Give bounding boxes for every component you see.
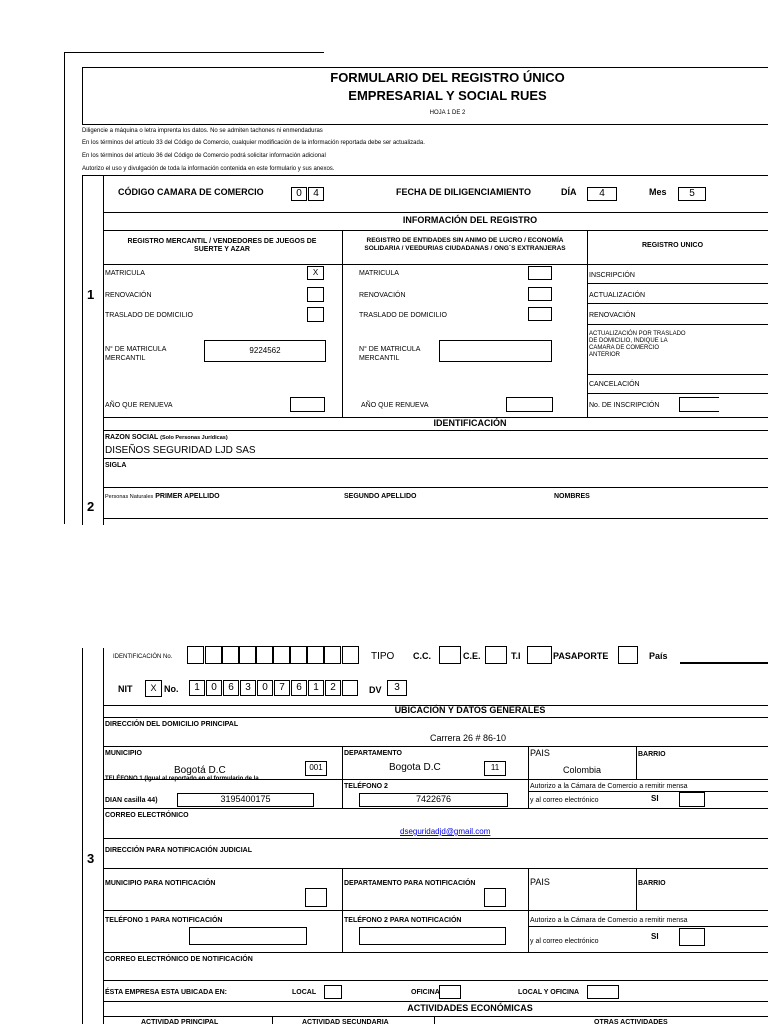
col1-renovacion-label: RENOVACIÓN bbox=[105, 292, 152, 299]
section2-title: IDENTIFICACIÓN bbox=[433, 418, 507, 428]
col2-num-label-1: N° DE MATRICULA bbox=[359, 346, 421, 353]
nit-digit-4[interactable]: 3 bbox=[240, 680, 256, 696]
section4-title: ACTIVIDADES ECONÓMICAS bbox=[407, 1003, 533, 1013]
nit-digit-7[interactable]: 6 bbox=[291, 680, 307, 696]
section2-number: 2 bbox=[87, 499, 95, 514]
actividad-divider-2 bbox=[434, 1016, 435, 1024]
oficina-checkbox[interactable] bbox=[439, 985, 461, 999]
col1-num-label-2: MERCANTIL bbox=[105, 355, 146, 362]
col2-anio-field[interactable] bbox=[506, 397, 553, 412]
section1-title: INFORMACIÓN DEL REGISTRO bbox=[402, 215, 538, 225]
frame-left-line bbox=[64, 52, 65, 524]
ce-checkbox[interactable] bbox=[485, 646, 507, 664]
section3-title: UBICACIÓN Y DATOS GENERALES bbox=[394, 705, 546, 715]
chamber-code-label: CÓDIGO CAMARA DE COMERCIO bbox=[118, 187, 264, 197]
nit-label: NIT bbox=[118, 684, 133, 694]
autorizo-text-1: Autorizo a la Cámara de Comercio a remitir mensa bbox=[530, 783, 688, 790]
nit-checkbox[interactable]: X bbox=[145, 680, 162, 697]
instruction-2: En los términos del artículo 33 del Código de Comercio, cualquier modificación de la información reportada debe ser actualizada. bbox=[82, 140, 425, 146]
ubicada-bottom-line bbox=[103, 1001, 768, 1002]
col3-inscripcion-label: INSCRIPCIÓN bbox=[589, 272, 635, 279]
nit-digit-2[interactable]: 0 bbox=[206, 680, 222, 696]
col1-renovacion-checkbox[interactable] bbox=[307, 287, 324, 302]
ti-label: T.I bbox=[511, 651, 521, 661]
dir-notif-bottom-line bbox=[103, 868, 768, 869]
dir-notif-label: DIRECCIÓN PARA NOTIFICACIÓN JUDICIAL bbox=[105, 847, 252, 854]
instructions-bottom-line bbox=[82, 175, 768, 176]
col1-matricula-number-field[interactable]: 9224562 bbox=[204, 340, 326, 362]
col1-header-line1: REGISTRO MERCANTIL / VENDEDORES DE JUEGOS DE bbox=[127, 238, 317, 245]
col3-cancelacion-label: CANCELACIÓN bbox=[589, 381, 640, 388]
nit-digit-5[interactable]: 0 bbox=[257, 680, 273, 696]
col2-matricula-label: MATRICULA bbox=[359, 270, 399, 277]
col3-header: REGISTRO UNICO bbox=[642, 242, 704, 249]
departamento-value[interactable]: Bogota D.C bbox=[389, 762, 441, 773]
col1-traslado-checkbox[interactable] bbox=[307, 307, 324, 322]
razon-social-label-text: RAZON SOCIAL bbox=[105, 434, 159, 441]
instruction-1: Diligencie a máquina o letra imprenta los datos. No se admiten tachones ni enmendaduras bbox=[82, 128, 323, 134]
col3-row-line-1 bbox=[587, 283, 768, 284]
id-digit-box[interactable] bbox=[324, 646, 341, 664]
col1-header-line2: SUERTE Y AZAR bbox=[194, 246, 250, 253]
col1-matricula-checkbox[interactable]: X bbox=[307, 266, 324, 280]
col1-anio-field[interactable] bbox=[290, 397, 325, 412]
no-label: No. bbox=[164, 684, 179, 694]
col3-renovacion-label: RENOVACIÓN bbox=[589, 312, 636, 319]
municipio-divider bbox=[342, 746, 343, 808]
nit-digit-9[interactable]: 2 bbox=[325, 680, 341, 696]
frame-top-line bbox=[64, 52, 324, 53]
chamber-digit-2[interactable]: 4 bbox=[308, 187, 324, 201]
chamber-digit-1[interactable]: 0 bbox=[291, 187, 307, 201]
dian-label: DIAN casilla 44) bbox=[105, 797, 158, 804]
id-digit-box[interactable] bbox=[290, 646, 307, 664]
id-digit-box[interactable] bbox=[239, 646, 256, 664]
razon-social-note: (Solo Personas Jurídicas) bbox=[160, 435, 228, 441]
nit-digit-6[interactable]: 7 bbox=[274, 680, 290, 696]
col3-inscripcion-no-field[interactable] bbox=[679, 397, 719, 412]
municipio-label: MUNICIPIO bbox=[105, 750, 142, 757]
dep-notif-code-field[interactable] bbox=[484, 888, 506, 907]
col1-anio-label: AÑO QUE RENUEVA bbox=[105, 402, 173, 409]
nit-digit-8[interactable]: 1 bbox=[308, 680, 324, 696]
mun-notif-label: MUNICIPIO PARA NOTIFICACIÓN bbox=[105, 880, 216, 887]
form-title-line2: EMPRESARIAL Y SOCIAL RUES bbox=[348, 88, 547, 103]
local-oficina-checkbox[interactable] bbox=[587, 985, 619, 999]
day-field[interactable]: 4 bbox=[587, 187, 617, 201]
personas-naturales-label: Personas Naturales bbox=[105, 494, 154, 500]
dv-label: DV bbox=[369, 685, 382, 695]
nit-digit-3[interactable]: 6 bbox=[223, 680, 239, 696]
ti-checkbox[interactable] bbox=[527, 646, 552, 664]
id-digit-box[interactable] bbox=[307, 646, 324, 664]
si-label: SI bbox=[651, 794, 659, 803]
departamento-code-field[interactable]: 11 bbox=[484, 761, 506, 776]
razon-social-bottom-line bbox=[103, 458, 768, 459]
id-digit-box[interactable] bbox=[205, 646, 222, 664]
autorizo-notif-text-2: y al correo electrónico bbox=[530, 938, 599, 945]
id-digit-box[interactable] bbox=[222, 646, 239, 664]
col3-traslado-label-2: DE DOMICILIO, INDIQUE LA bbox=[589, 338, 668, 344]
id-digit-box[interactable] bbox=[273, 646, 290, 664]
col3-inscripcion-no-label: No. DE INSCRIPCIÓN bbox=[589, 402, 660, 409]
header-top-line bbox=[82, 67, 768, 68]
segundo-apellido-label: SEGUNDO APELLIDO bbox=[344, 493, 417, 500]
otras-actividades-label: OTRAS ACTIVIDADES bbox=[594, 1019, 668, 1026]
cc-label: C.C. bbox=[413, 651, 431, 661]
col3-row-line-5 bbox=[587, 393, 768, 394]
email-value[interactable]: dseguridadjd@gmail.com bbox=[400, 827, 491, 836]
si-notif-label: SI bbox=[651, 932, 659, 941]
sheet-number: HOJA 1 DE 2 bbox=[429, 110, 466, 116]
col2-header-line2: SOLIDARIA / VEEDURIAS CIUDADANAS / ONG´S EXTRANJERAS bbox=[364, 245, 566, 252]
tel-notif-bottom-line bbox=[103, 952, 768, 953]
telefono1-field[interactable]: 3195400175 bbox=[177, 793, 314, 807]
email-label: CORREO ELECTRÓNICO bbox=[105, 812, 189, 819]
col3-row-line-3 bbox=[587, 324, 768, 325]
col2-matricula-number-field[interactable] bbox=[439, 340, 552, 362]
si-checkbox[interactable] bbox=[679, 792, 705, 807]
id-digit-box[interactable] bbox=[187, 646, 204, 664]
pais-notif-divider bbox=[636, 868, 637, 910]
col2-num-label-2: MERCANTIL bbox=[359, 355, 400, 362]
form-title-line1: FORMULARIO DEL REGISTRO ÚNICO bbox=[330, 70, 565, 85]
autorizo-text-2: y al correo electrónico bbox=[530, 797, 599, 804]
col2-header-line1: REGISTRO DE ENTIDADES SIN ANIMO DE LUCRO / ECONOMÍA bbox=[366, 237, 564, 244]
pais-notif-label: PAIS bbox=[530, 877, 550, 887]
instruction-3: En los términos del artículo 36 del Código de Comercio podrá solicitar información adicional bbox=[82, 153, 326, 159]
municipio-code-field[interactable]: 001 bbox=[305, 761, 327, 776]
pais-id-field[interactable] bbox=[680, 662, 768, 664]
barrio-notif-label: BARRIO bbox=[638, 880, 666, 887]
date-label: FECHA DE DILIGENCIAMIENTO bbox=[396, 187, 532, 197]
telefono1-label: TELÉFONO 1 (Igual al reportado en el formulario de la bbox=[105, 776, 259, 782]
instruction-4: Autorizo el uso y divulgación de toda la información contenida en este formulario y sus anexos. bbox=[82, 166, 335, 172]
email-bottom-line bbox=[103, 838, 768, 839]
pasaporte-label: PASAPORTE bbox=[553, 651, 609, 661]
col3-actualizacion-label: ACTUALIZACIÓN bbox=[589, 292, 646, 299]
section4-title-bottom-line bbox=[103, 1016, 768, 1017]
col3-traslado-label-1: ACTUALIZACIÓN POR TRASLADO bbox=[589, 331, 686, 337]
col1-matricula-label: MATRICULA bbox=[105, 270, 145, 277]
col3-row-line-2 bbox=[587, 303, 768, 304]
section1-title-bottom-line bbox=[103, 230, 768, 231]
sigla-bottom-line bbox=[103, 487, 768, 488]
telefono2-label: TELÉFONO 2 bbox=[344, 783, 388, 790]
email-notif-label: CORREO ELECTRÓNICO DE NOTIFICACIÓN bbox=[105, 956, 253, 963]
col3-traslado-label-3: CAMARA DE COMERCIO bbox=[589, 345, 660, 351]
col2-traslado-checkbox[interactable] bbox=[528, 307, 552, 321]
month-label: Mes bbox=[649, 187, 667, 197]
col2-traslado-label: TRASLADO DE DOMICILIO bbox=[359, 312, 447, 319]
col-header-bottom-line bbox=[103, 264, 768, 265]
col2-renovacion-label: RENOVACIÓN bbox=[359, 292, 406, 299]
id-number-label: IDENTIFICACIÓN No. bbox=[113, 654, 173, 660]
col2-matricula-checkbox[interactable] bbox=[528, 266, 552, 280]
razon-social-label bbox=[105, 434, 228, 442]
pais-value[interactable]: Colombia bbox=[563, 765, 602, 775]
section3-title-bottom-line bbox=[103, 717, 768, 718]
section1-title-top-line bbox=[103, 212, 768, 213]
nit-digit-1[interactable]: 1 bbox=[189, 680, 205, 696]
local-checkbox[interactable] bbox=[324, 985, 342, 999]
section2-title-bottom-line bbox=[103, 430, 768, 431]
email-notif-bottom-line bbox=[103, 980, 768, 981]
departamento-label: DEPARTAMENTO bbox=[344, 750, 402, 757]
col3-row-line-4 bbox=[587, 374, 768, 375]
razon-social-value[interactable]: DISEÑOS SEGURIDAD LJD SAS bbox=[105, 445, 256, 456]
col1-num-label-1: N° DE MATRICULA bbox=[105, 346, 167, 353]
mun-notif-code-field[interactable] bbox=[305, 888, 327, 907]
direccion-label: DIRECCIÓN DEL DOMICILIO PRINCIPAL bbox=[105, 721, 239, 728]
col1-divider bbox=[342, 230, 343, 418]
direccion-value[interactable]: Carrera 26 # 86-10 bbox=[430, 733, 507, 743]
col1-traslado-label: TRASLADO DE DOMICILIO bbox=[105, 312, 193, 319]
header-bottom-line bbox=[82, 124, 768, 125]
direccion-bottom-line bbox=[103, 746, 768, 747]
id-digit-box[interactable] bbox=[342, 646, 359, 664]
actividad-divider-1 bbox=[272, 1016, 273, 1024]
ubicada-label: ÉSTA EMPRESA ESTA UBICADA EN: bbox=[105, 989, 227, 996]
actividad-principal-label: ACTIVIDAD PRINCIPAL bbox=[141, 1019, 219, 1026]
dv-field[interactable]: 3 bbox=[387, 680, 407, 696]
col2-renovacion-checkbox[interactable] bbox=[528, 287, 552, 301]
pasaporte-checkbox[interactable] bbox=[618, 646, 638, 664]
nit-digit-10[interactable] bbox=[342, 680, 358, 696]
autorizo-line bbox=[528, 791, 768, 792]
primer-apellido-label: PRIMER APELLIDO bbox=[155, 493, 220, 500]
cc-checkbox[interactable] bbox=[439, 646, 461, 664]
pais-label: PAIS bbox=[530, 748, 550, 758]
col2-anio-label: AÑO QUE RENUEVA bbox=[361, 402, 429, 409]
mun-notif-bottom-line bbox=[103, 910, 768, 911]
section-number-left-line bbox=[82, 175, 83, 525]
month-field[interactable]: 5 bbox=[678, 187, 706, 201]
actividad-secundaria-label: ACTIVIDAD SECUNDARIA bbox=[302, 1019, 389, 1026]
day-label: DÍA bbox=[561, 187, 577, 197]
id-digit-box[interactable] bbox=[256, 646, 273, 664]
section1-number: 1 bbox=[87, 287, 95, 302]
tel2-notif-field[interactable] bbox=[359, 927, 506, 945]
departamento-divider bbox=[528, 746, 529, 808]
municipio-value[interactable]: Bogotá D.C bbox=[174, 765, 226, 776]
ce-label: C.E. bbox=[463, 651, 481, 661]
autorizo-notif-line bbox=[528, 926, 768, 927]
pais-id-label: País bbox=[649, 651, 668, 661]
dep-notif-label: DEPARTAMENTO PARA NOTIFICACIÓN bbox=[344, 880, 476, 887]
autorizo-notif-text-1: Autorizo a la Cámara de Comercio a remitir mensa bbox=[530, 917, 688, 924]
tipo-label: TIPO bbox=[371, 651, 395, 662]
tel1-notif-label: TELÉFONO 1 PARA NOTIFICACIÓN bbox=[105, 917, 223, 924]
tel2-notif-label: TELÉFONO 2 PARA NOTIFICACIÓN bbox=[344, 917, 462, 924]
local-label: LOCAL bbox=[292, 989, 317, 996]
section-number-right-line bbox=[103, 175, 104, 525]
section3-number: 3 bbox=[87, 851, 95, 866]
si-notif-checkbox[interactable] bbox=[679, 928, 705, 946]
pais-divider bbox=[636, 746, 637, 780]
barrio-label: BARRIO bbox=[638, 751, 666, 758]
tel1-notif-field[interactable] bbox=[189, 927, 307, 945]
local-oficina-label: LOCAL Y OFICINA bbox=[518, 989, 580, 996]
nombres-label: NOMBRES bbox=[554, 493, 590, 500]
header-left-line bbox=[82, 67, 83, 125]
page2-left-line bbox=[82, 648, 83, 1024]
section2-bottom-line bbox=[103, 518, 768, 519]
telefono2-field[interactable]: 7422676 bbox=[359, 793, 508, 807]
oficina-label: OFICINA bbox=[411, 989, 440, 996]
sigla-label: SIGLA bbox=[105, 462, 127, 469]
col3-traslado-label-4: ANTERIOR bbox=[589, 352, 621, 358]
telefono-bottom-line bbox=[103, 808, 768, 809]
